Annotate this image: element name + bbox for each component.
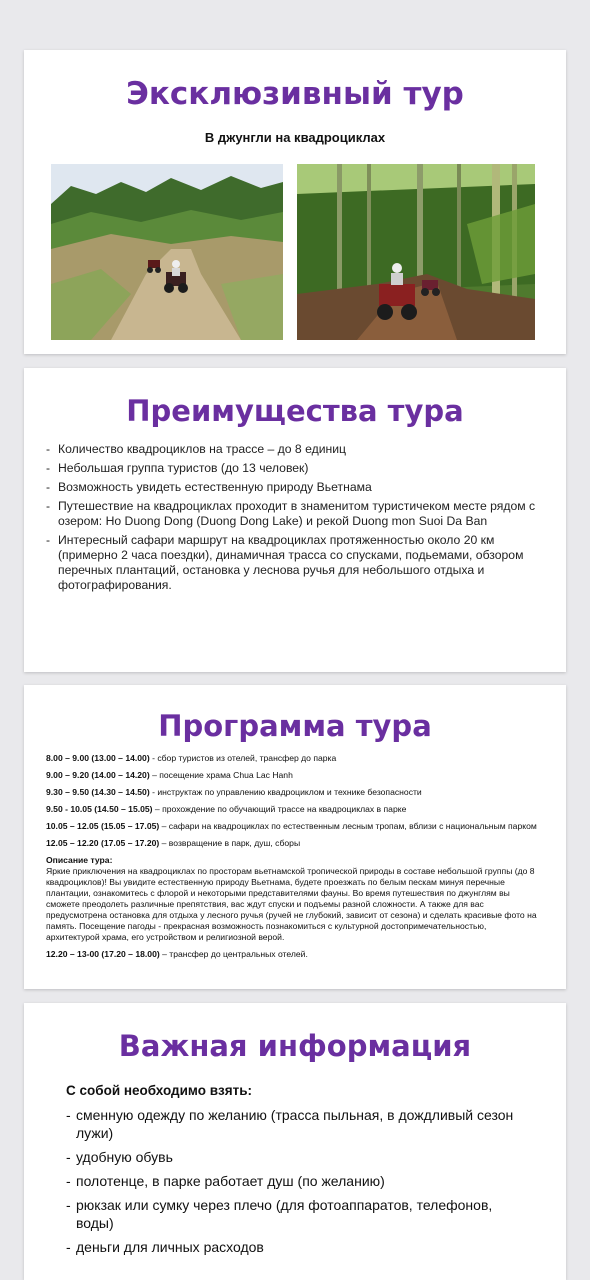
schedule-row [46, 770, 540, 781]
slide-title: Программа тура [158, 709, 432, 743]
list-item: - Интересный сафари маршрут на квадроциклах протяженностью около 20 км (примерно 2 часа поездки), динамичная трасса со спусками, подьемами, обзором перечных плантаций, остановка у леснова ручья для небольшого отдыха и фотографирования. [46, 533, 538, 593]
program-schedule [46, 753, 540, 960]
schedule-time: 8.00 – 9.00 (13.00 – 14.00) [46, 753, 150, 763]
list-item: - рюкзак или сумку через плечо (для фотоаппаратов, телефонов, воды) [66, 1196, 516, 1232]
list-item: - удобную обувь [66, 1148, 516, 1166]
schedule-time: 9.00 – 9.20 (14.00 – 14.20) [46, 770, 150, 780]
schedule-text: - сбор туристов из отелей, трансфер до парка [149, 753, 337, 763]
list-item: - деньги для личных расходов [66, 1238, 516, 1256]
schedule-row [46, 949, 540, 960]
slide-tour-advantages [24, 368, 566, 672]
schedule-row [46, 787, 540, 798]
description-heading: Описание тура: [46, 855, 113, 865]
schedule-text: – трансфер до центральных отелей. [159, 949, 308, 959]
schedule-text: – сафари на квадроциклах по естественным лесным тропам, вблизи с национальным парком [159, 821, 537, 831]
bring-heading: С собой необходимо взять: [66, 1083, 253, 1098]
schedule-row [46, 838, 540, 849]
list-item: - Количество квадроциклов на трассе – до 8 единиц [46, 442, 538, 457]
advantages-list [24, 442, 566, 593]
slide-title: Эксклюзивный тур [126, 76, 464, 112]
atv-jungle-photo [297, 164, 535, 340]
slide-important-info [24, 1003, 566, 1280]
schedule-row [46, 753, 540, 764]
schedule-time: 9.50 - 10.05 (14.50 – 15.05) [46, 804, 153, 814]
list-item: - Небольшая группа туристов (до 13 человек) [46, 461, 538, 476]
slide-exclusive-tour [24, 50, 566, 354]
schedule-row [46, 821, 540, 832]
schedule-time: 12.05 – 12.20 (17.05 – 17.20) [46, 838, 160, 848]
schedule-time: 12.20 – 13-00 (17.20 – 18.00) [46, 949, 160, 959]
schedule-row [46, 804, 540, 815]
slide-title: Важная информация [118, 1029, 472, 1063]
list-item: - Путешествие на квадроциклах проходит в знаменитом туристичеком месте рядом с озером: Ho Duong Dong (Duong Dong Lake) и рекой Duong mon Suoi Da Ban [46, 499, 538, 529]
schedule-time: 9.30 – 9.50 (14.30 – 14.50) [46, 787, 150, 797]
schedule-text: – возвращение в парк, душ, сборы [159, 838, 301, 848]
slide-title: Преимущества тура [126, 394, 464, 428]
slide-subtitle: В джунгли на квадроциклах [204, 130, 386, 145]
list-item: - сменную одежду по желанию (трасса пыльная, в дождливый сезон лужи) [66, 1106, 516, 1142]
list-item: - полотенце, в парке работает душ (по желанию) [66, 1172, 516, 1190]
list-item: - Возможность увидеть естественную природу Вьетнама [46, 480, 538, 495]
schedule-text: - инструктаж по управлению квадроциклом и технике безопасности [149, 787, 422, 797]
bring-list [24, 1106, 566, 1256]
schedule-text: – прохождение по обучающий трассе на квадроциклах в парке [152, 804, 407, 814]
description-text: Яркие приключения на квадроциклах по просторам вьетнамской тропической природы в составе небольшой группы (до 8 квадроциклов)! Вы увидите естественную природу Вьетнама, будете проезжать по белым пескам минуя перечные плантации, ознакомитесь с флорой и некоторыми представителями фауны. Во время путешествия по джунглям вы сможете преодолеть различные препятствия, вас ждут спуски и подъемы разной сложности. А также для вас предусмотрена остановка для отдыха у лесного ручья (ручей не глубокий, зависит от сезона) и сделать красивые фото на память. Посещение пагоды - прекрасная возможность познакомиться с культурной достопримечательностью, архитектурой храма, его устройством и религиозной верой. [46, 866, 537, 942]
atv-hill-photo [51, 164, 283, 340]
schedule-time: 10.05 – 12.05 (15.05 – 17.05) [46, 821, 160, 831]
slide-tour-program [24, 685, 566, 989]
schedule-text: – посещение храма Chua Lac Hanh [149, 770, 293, 780]
